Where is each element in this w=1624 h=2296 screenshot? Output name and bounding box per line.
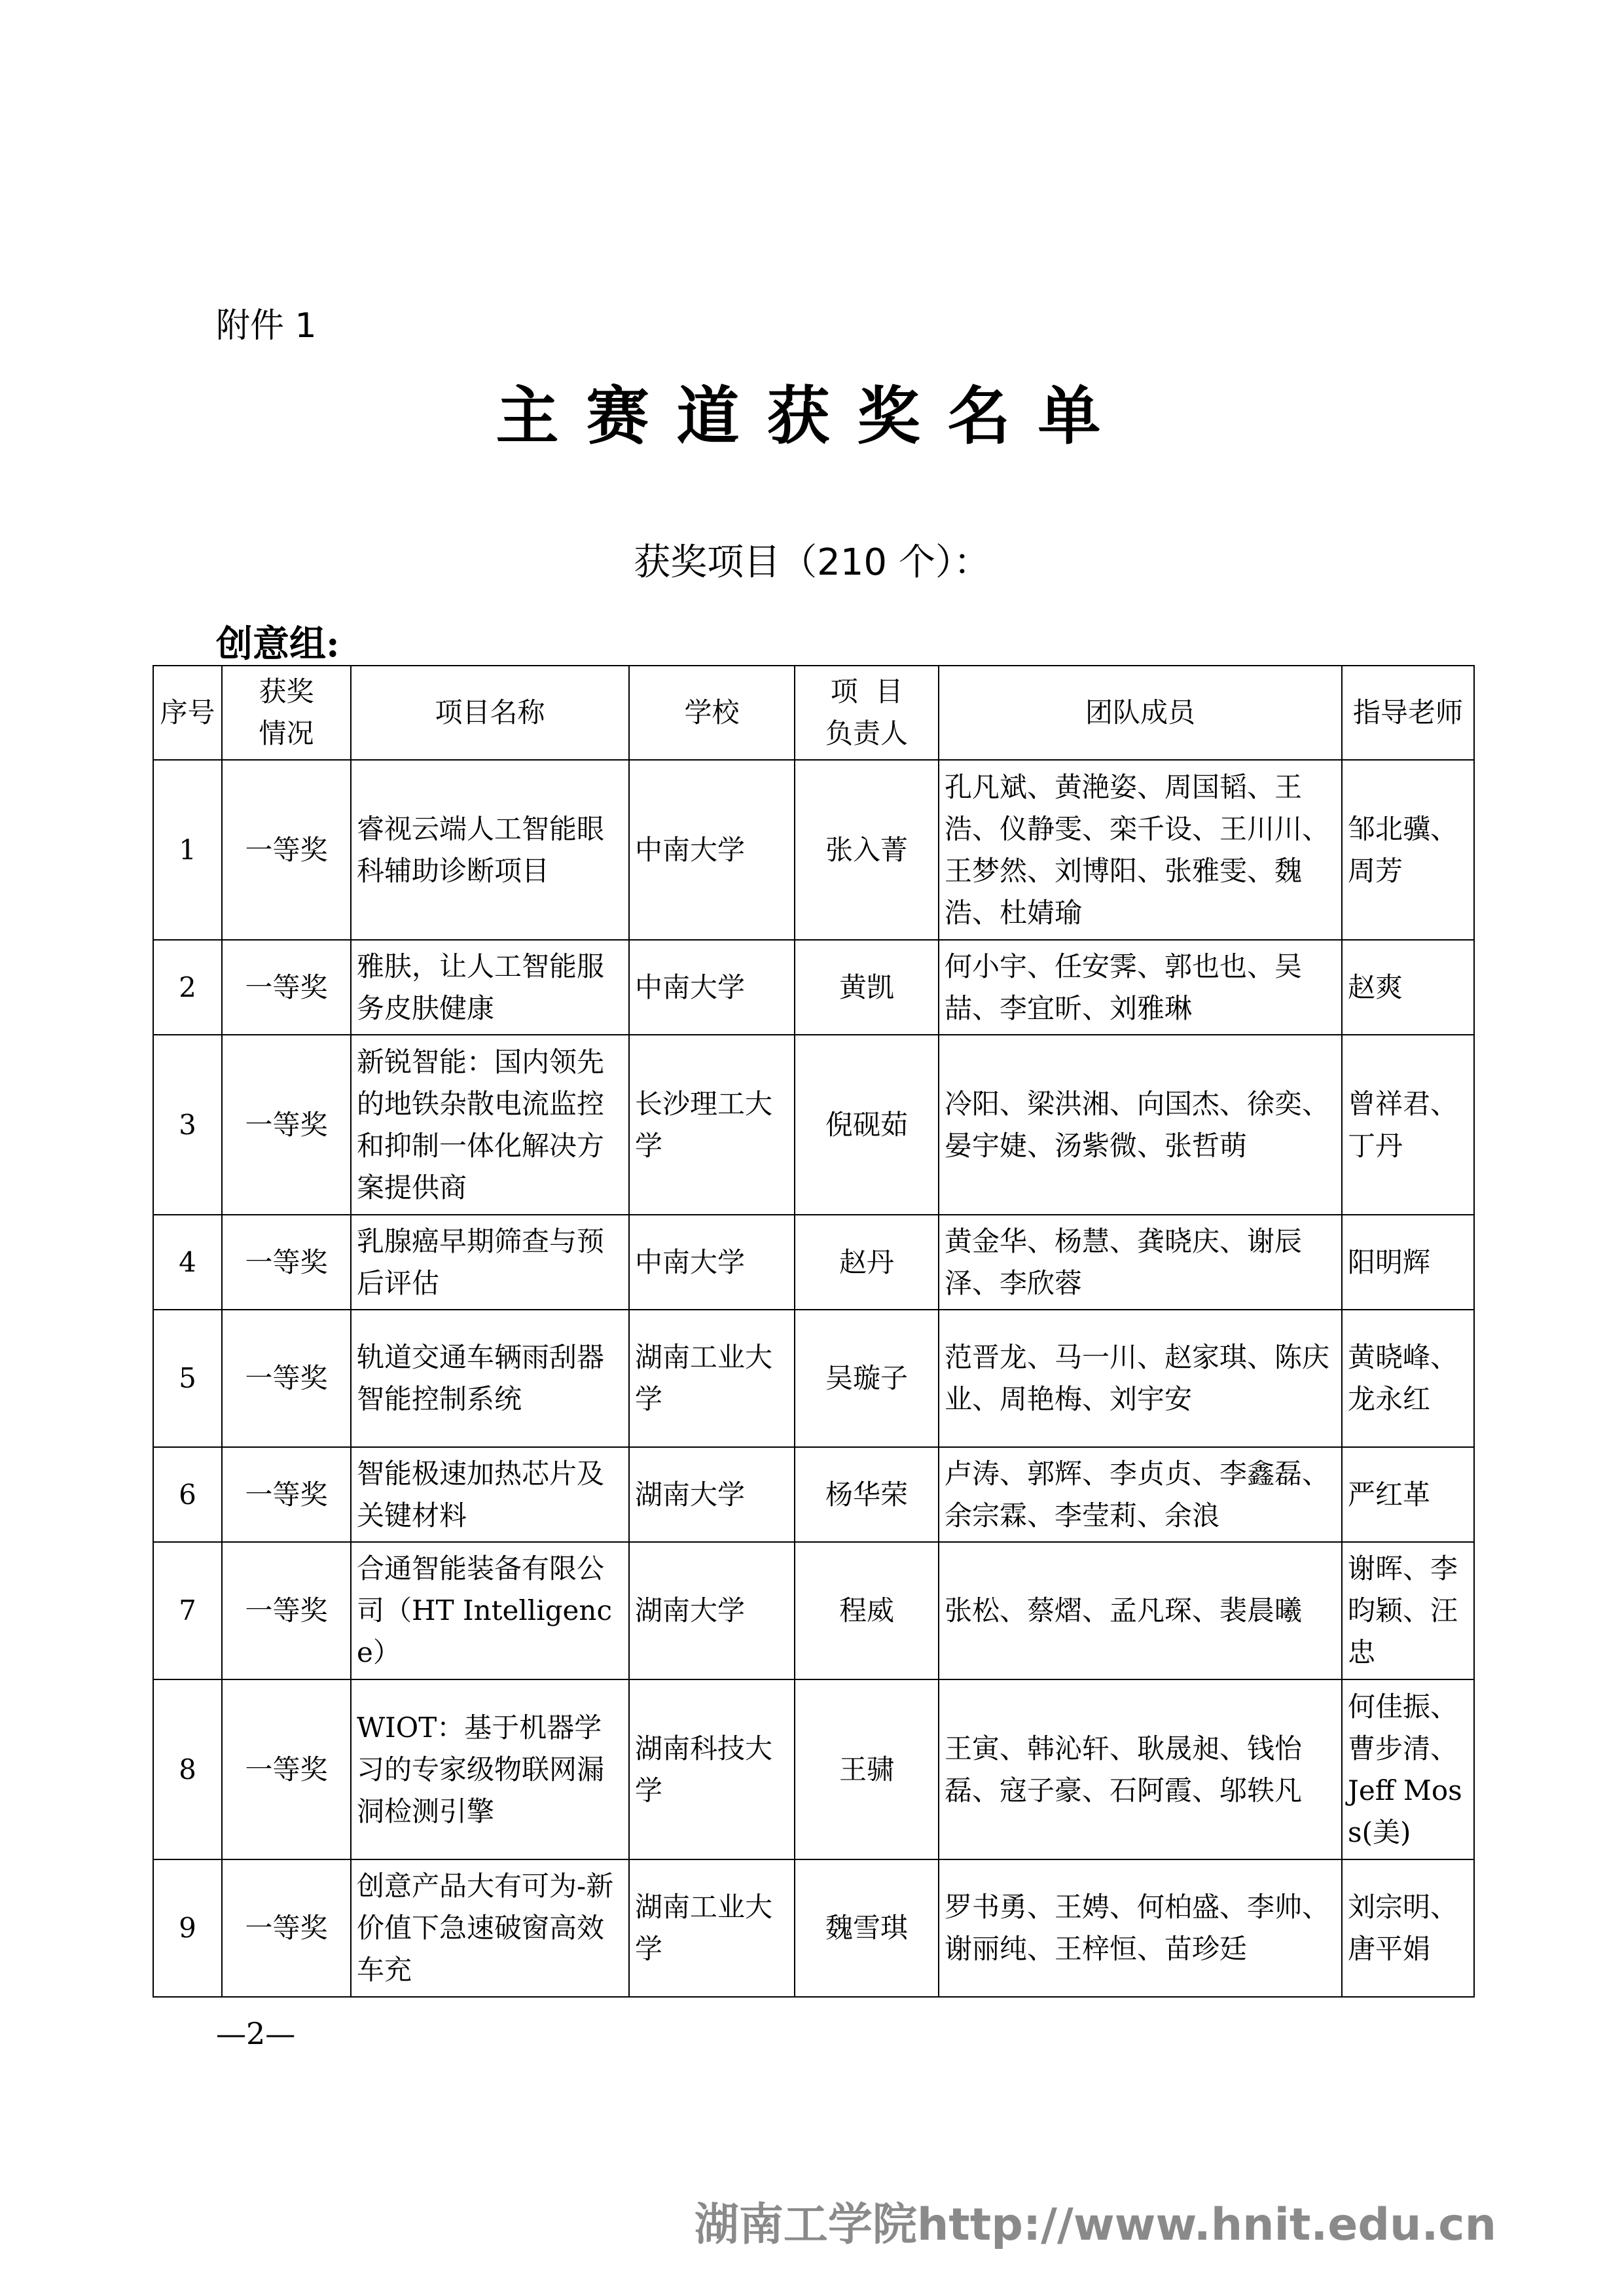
cell-members: 罗书勇、王娉、何柏盛、李帅、谢丽纯、王梓恒、苗珍廷 bbox=[939, 1859, 1342, 1997]
cell-award: 一等奖 bbox=[222, 1310, 351, 1447]
col-header-project: 项目名称 bbox=[351, 666, 629, 760]
cell-advisor: 何佳振、曹步清、Jeff Moss(美) bbox=[1342, 1679, 1474, 1859]
cell-no: 4 bbox=[153, 1215, 222, 1310]
cell-award: 一等奖 bbox=[222, 1215, 351, 1310]
cell-leader: 黄凯 bbox=[795, 940, 939, 1035]
cell-award: 一等奖 bbox=[222, 1447, 351, 1542]
cell-advisor: 刘宗明、唐平娟 bbox=[1342, 1859, 1474, 1997]
group-label: 创意组: bbox=[216, 622, 340, 666]
cell-award: 一等奖 bbox=[222, 1859, 351, 1997]
table-header bbox=[153, 666, 1474, 760]
cell-award: 一等奖 bbox=[222, 1542, 351, 1679]
table-row bbox=[153, 1215, 1474, 1310]
cell-members: 何小宇、任安霁、郭也也、吴喆、李宜昕、刘雅琳 bbox=[939, 940, 1342, 1035]
col-header-advisor: 指导老师 bbox=[1342, 666, 1474, 760]
cell-no: 3 bbox=[153, 1035, 222, 1215]
cell-leader: 杨华荣 bbox=[795, 1447, 939, 1542]
cell-members: 王寅、韩沁轩、耿晟昶、钱怡磊、寇子豪、石阿霞、邬轶凡 bbox=[939, 1679, 1342, 1859]
cell-project: 乳腺癌早期筛查与预后评估 bbox=[351, 1215, 629, 1310]
cell-leader: 程威 bbox=[795, 1542, 939, 1679]
cell-school: 中南大学 bbox=[629, 1215, 795, 1310]
table-row bbox=[153, 760, 1474, 940]
table-row bbox=[153, 1310, 1474, 1447]
cell-project: 创意产品大有可为-新价值下急速破窗高效车充 bbox=[351, 1859, 629, 1997]
cell-advisor: 邹北骥、周芳 bbox=[1342, 760, 1474, 940]
table-row bbox=[153, 1679, 1474, 1859]
cell-project: WIOT：基于机器学习的专家级物联网漏洞检测引擎 bbox=[351, 1679, 629, 1859]
cell-members: 冷阳、梁洪湘、向国杰、徐奕、晏宇婕、汤紫微、张哲萌 bbox=[939, 1035, 1342, 1215]
cell-advisor: 谢晖、李昀颖、汪忠 bbox=[1342, 1542, 1474, 1679]
col-header-award: 获奖 情况 bbox=[222, 666, 351, 760]
col-header-no: 序号 bbox=[153, 666, 222, 760]
col-header-school: 学校 bbox=[629, 666, 795, 760]
cell-award: 一等奖 bbox=[222, 1679, 351, 1859]
cell-no: 9 bbox=[153, 1859, 222, 1997]
cell-no: 1 bbox=[153, 760, 222, 940]
cell-leader: 王骕 bbox=[795, 1679, 939, 1859]
cell-no: 5 bbox=[153, 1310, 222, 1447]
table-row bbox=[153, 1859, 1474, 1997]
cell-advisor: 阳明辉 bbox=[1342, 1215, 1474, 1310]
cell-school: 湖南大学 bbox=[629, 1447, 795, 1542]
cell-project: 雅肤，让人工智能服务皮肤健康 bbox=[351, 940, 629, 1035]
cell-members: 黄金华、杨慧、龚晓庆、谢辰泽、李欣蓉 bbox=[939, 1215, 1342, 1310]
cell-school: 湖南工业大学 bbox=[629, 1310, 795, 1447]
cell-members: 张松、蔡熠、孟凡琛、裴晨曦 bbox=[939, 1542, 1342, 1679]
attachment-label: 附件 1 bbox=[216, 306, 317, 346]
cell-school: 湖南工业大学 bbox=[629, 1859, 795, 1997]
cell-leader: 赵丹 bbox=[795, 1215, 939, 1310]
document-subtitle: 获奖项目（210 个）： bbox=[634, 541, 990, 584]
awards-table bbox=[153, 665, 1475, 1998]
watermark: 湖南工学院http://www.hnit.edu.cn bbox=[694, 2199, 1496, 2251]
cell-members: 卢涛、郭辉、李贞贞、李鑫磊、余宗霖、李莹莉、余浪 bbox=[939, 1447, 1342, 1542]
table-body bbox=[153, 760, 1474, 1997]
cell-school: 长沙理工大学 bbox=[629, 1035, 795, 1215]
cell-project: 智能极速加热芯片及关键材料 bbox=[351, 1447, 629, 1542]
cell-no: 6 bbox=[153, 1447, 222, 1542]
cell-advisor: 曾祥君、丁丹 bbox=[1342, 1035, 1474, 1215]
table-row bbox=[153, 940, 1474, 1035]
cell-no: 8 bbox=[153, 1679, 222, 1859]
cell-project: 合通智能装备有限公司（HT Intelligence） bbox=[351, 1542, 629, 1679]
page-number: —2— bbox=[216, 2016, 296, 2051]
cell-school: 湖南科技大学 bbox=[629, 1679, 795, 1859]
cell-leader: 吴璇子 bbox=[795, 1310, 939, 1447]
cell-leader: 倪砚茹 bbox=[795, 1035, 939, 1215]
cell-no: 2 bbox=[153, 940, 222, 1035]
table-row bbox=[153, 1447, 1474, 1542]
col-header-leader: 项 目 负责人 bbox=[795, 666, 939, 760]
table-row bbox=[153, 1035, 1474, 1215]
cell-award: 一等奖 bbox=[222, 760, 351, 940]
cell-school: 湖南大学 bbox=[629, 1542, 795, 1679]
cell-advisor: 黄晓峰、龙永红 bbox=[1342, 1310, 1474, 1447]
cell-leader: 魏雪琪 bbox=[795, 1859, 939, 1997]
cell-advisor: 赵爽 bbox=[1342, 940, 1474, 1035]
cell-no: 7 bbox=[153, 1542, 222, 1679]
cell-school: 中南大学 bbox=[629, 940, 795, 1035]
table-row bbox=[153, 1542, 1474, 1679]
cell-award: 一等奖 bbox=[222, 1035, 351, 1215]
cell-advisor: 严红革 bbox=[1342, 1447, 1474, 1542]
cell-members: 范晋龙、马一川、赵家琪、陈庆业、周艳梅、刘宇安 bbox=[939, 1310, 1342, 1447]
cell-school: 中南大学 bbox=[629, 760, 795, 940]
cell-project: 轨道交通车辆雨刮器智能控制系统 bbox=[351, 1310, 629, 1447]
cell-members: 孔凡斌、黄滟姿、周国韬、王浩、仪静雯、栾千设、王川川、王梦然、刘博阳、张雅雯、魏浩、杜婧瑜 bbox=[939, 760, 1342, 940]
cell-project: 睿视云端人工智能眼科辅助诊断项目 bbox=[351, 760, 629, 940]
cell-project: 新锐智能：国内领先的地铁杂散电流监控和抑制一体化解决方案提供商 bbox=[351, 1035, 629, 1215]
cell-award: 一等奖 bbox=[222, 940, 351, 1035]
col-header-members: 团队成员 bbox=[939, 666, 1342, 760]
document-title: 主赛道获奖名单 bbox=[496, 379, 1128, 453]
cell-leader: 张入菁 bbox=[795, 760, 939, 940]
